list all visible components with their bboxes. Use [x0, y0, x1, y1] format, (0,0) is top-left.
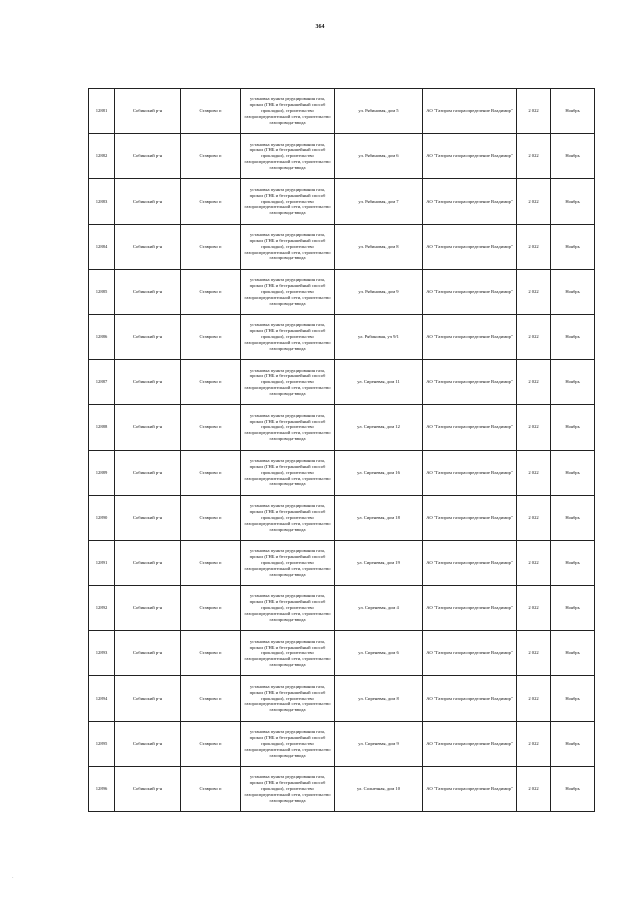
- district-cell: Собинский р-н: [115, 631, 181, 676]
- settlement-cell: Ставрово п: [181, 450, 241, 495]
- scan-mark: ·: [12, 876, 14, 881]
- settlement-cell: Ставрово п: [181, 134, 241, 179]
- address-cell: ул. Рябиновая, дом 9: [335, 269, 423, 314]
- table-row: [89, 450, 595, 495]
- row-number: 12894: [89, 676, 115, 721]
- month-cell: Ноябрь: [551, 540, 595, 585]
- row-number: 12890: [89, 495, 115, 540]
- district-cell: Собинский р-н: [115, 269, 181, 314]
- work-description-cell: установка пункта редуцирования газа, прокол (ГНБ и бестраншейный способ прокладки), строительство газораспределительной сети, строительство газопровода-ввода: [241, 586, 335, 631]
- month-cell: Ноябрь: [551, 360, 595, 405]
- row-number: 12884: [89, 224, 115, 269]
- organization-cell: АО "Газпром газораспределение Владимир": [423, 360, 517, 405]
- district-cell: Собинский р-н: [115, 676, 181, 721]
- month-cell: Ноябрь: [551, 269, 595, 314]
- settlement-cell: Ставрово п: [181, 314, 241, 359]
- district-cell: Собинский р-н: [115, 179, 181, 224]
- address-cell: ул. Сиреневая, дом 19: [335, 540, 423, 585]
- year-cell: 2 022: [517, 179, 551, 224]
- work-description-cell: установка пункта редуцирования газа, прокол (ГНБ и бестраншейный способ прокладки), строительство газораспределительной сети, строительство газопровода-ввода: [241, 631, 335, 676]
- settlement-cell: Ставрово п: [181, 89, 241, 134]
- district-cell: Собинский р-н: [115, 89, 181, 134]
- organization-cell: АО "Газпром газораспределение Владимир": [423, 540, 517, 585]
- table-row: [89, 540, 595, 585]
- month-cell: Ноябрь: [551, 314, 595, 359]
- district-cell: Собинский р-н: [115, 360, 181, 405]
- table-row: [89, 586, 595, 631]
- year-cell: 2 022: [517, 540, 551, 585]
- row-number: 12887: [89, 360, 115, 405]
- work-description-cell: установка пункта редуцирования газа, прокол (ГНБ и бестраншейный способ прокладки), строительство газораспределительной сети, строительство газопровода-ввода: [241, 314, 335, 359]
- district-cell: Собинский р-н: [115, 450, 181, 495]
- table-row: [89, 269, 595, 314]
- year-cell: 2 022: [517, 450, 551, 495]
- address-cell: ул. Сиреневая, дом 6: [335, 631, 423, 676]
- work-description-cell: установка пункта редуцирования газа, прокол (ГНБ и бестраншейный способ прокладки), строительство газораспределительной сети, строительство газопровода-ввода: [241, 224, 335, 269]
- organization-cell: АО "Газпром газораспределение Владимир": [423, 269, 517, 314]
- table-row: [89, 360, 595, 405]
- work-description-cell: установка пункта редуцирования газа, прокол (ГНБ и бестраншейный способ прокладки), строительство газораспределительной сети, строительство газопровода-ввода: [241, 540, 335, 585]
- settlement-cell: Ставрово п: [181, 360, 241, 405]
- year-cell: 2 022: [517, 224, 551, 269]
- table-row: [89, 179, 595, 224]
- table-row: [89, 495, 595, 540]
- organization-cell: АО "Газпром газораспределение Владимир": [423, 676, 517, 721]
- month-cell: Ноябрь: [551, 179, 595, 224]
- work-description-cell: установка пункта редуцирования газа, прокол (ГНБ и бестраншейный способ прокладки), строительство газораспределительной сети, строительство газопровода-ввода: [241, 179, 335, 224]
- organization-cell: АО "Газпром газораспределение Владимир": [423, 224, 517, 269]
- organization-cell: АО "Газпром газораспределение Владимир": [423, 721, 517, 766]
- address-cell: ул. Рябиновая, дом 7: [335, 179, 423, 224]
- page-number: 364: [315, 24, 325, 30]
- district-cell: Собинский р-н: [115, 495, 181, 540]
- year-cell: 2 022: [517, 586, 551, 631]
- district-cell: Собинский р-н: [115, 721, 181, 766]
- organization-cell: АО "Газпром газораспределение Владимир": [423, 405, 517, 450]
- table-row: [89, 89, 595, 134]
- settlement-cell: Ставрово п: [181, 224, 241, 269]
- table-row: [89, 314, 595, 359]
- address-cell: ул. Сиреневая, дом 9: [335, 721, 423, 766]
- year-cell: 2 022: [517, 676, 551, 721]
- row-number: 12885: [89, 269, 115, 314]
- organization-cell: АО "Газпром газораспределение Владимир": [423, 134, 517, 179]
- table-row: [89, 721, 595, 766]
- row-number: 12892: [89, 586, 115, 631]
- settlement-cell: Ставрово п: [181, 586, 241, 631]
- year-cell: 2 022: [517, 89, 551, 134]
- row-number: 12893: [89, 631, 115, 676]
- address-cell: ул. Рябиновая, дом 5: [335, 89, 423, 134]
- district-cell: Собинский р-н: [115, 134, 181, 179]
- address-cell: ул. Рябиновая, дом 6: [335, 134, 423, 179]
- work-description-cell: установка пункта редуцирования газа, прокол (ГНБ и бестраншейный способ прокладки), строительство газораспределительной сети, строительство газопровода-ввода: [241, 721, 335, 766]
- row-number: 12881: [89, 89, 115, 134]
- district-cell: Собинский р-н: [115, 586, 181, 631]
- row-number: 12888: [89, 405, 115, 450]
- address-cell: ул. Солнечная, дом 10: [335, 766, 423, 811]
- month-cell: Ноябрь: [551, 89, 595, 134]
- work-description-cell: установка пункта редуцирования газа, прокол (ГНБ и бестраншейный способ прокладки), строительство газораспределительной сети, строительство газопровода-ввода: [241, 676, 335, 721]
- work-description-cell: установка пункта редуцирования газа, прокол (ГНБ и бестраншейный способ прокладки), строительство газораспределительной сети, строительство газопровода-ввода: [241, 360, 335, 405]
- organization-cell: АО "Газпром газораспределение Владимир": [423, 766, 517, 811]
- address-cell: ул. Сиреневая, дом 4: [335, 586, 423, 631]
- work-description-cell: установка пункта редуцирования газа, прокол (ГНБ и бестраншейный способ прокладки), строительство газораспределительной сети, строительство газопровода-ввода: [241, 450, 335, 495]
- organization-cell: АО "Газпром газораспределение Владимир": [423, 586, 517, 631]
- work-description-cell: установка пункта редуцирования газа, прокол (ГНБ и бестраншейный способ прокладки), строительство газораспределительной сети, строительство газопровода-ввода: [241, 269, 335, 314]
- district-cell: Собинский р-н: [115, 224, 181, 269]
- table-body: [89, 89, 595, 812]
- settlement-cell: Ставрово п: [181, 766, 241, 811]
- address-cell: ул. Рябиновая, уч 9/1: [335, 314, 423, 359]
- work-description-cell: установка пункта редуцирования газа, прокол (ГНБ и бестраншейный способ прокладки), строительство газораспределительной сети, строительство газопровода-ввода: [241, 134, 335, 179]
- organization-cell: АО "Газпром газораспределение Владимир": [423, 89, 517, 134]
- row-number: 12896: [89, 766, 115, 811]
- address-cell: ул. Сиреневая, дом 8: [335, 676, 423, 721]
- year-cell: 2 022: [517, 766, 551, 811]
- month-cell: Ноябрь: [551, 721, 595, 766]
- settlement-cell: Ставрово п: [181, 405, 241, 450]
- table-row: [89, 676, 595, 721]
- row-number: 12891: [89, 540, 115, 585]
- settlement-cell: Ставрово п: [181, 676, 241, 721]
- settlement-cell: Ставрово п: [181, 721, 241, 766]
- settlement-cell: Ставрово п: [181, 631, 241, 676]
- row-number: 12889: [89, 450, 115, 495]
- month-cell: Ноябрь: [551, 495, 595, 540]
- work-description-cell: установка пункта редуцирования газа, прокол (ГНБ и бестраншейный способ прокладки), строительство газораспределительной сети, строительство газопровода-ввода: [241, 405, 335, 450]
- district-cell: Собинский р-н: [115, 314, 181, 359]
- table-row: [89, 405, 595, 450]
- address-cell: ул. Рябиновая, дом 8: [335, 224, 423, 269]
- district-cell: Собинский р-н: [115, 405, 181, 450]
- month-cell: Ноябрь: [551, 134, 595, 179]
- row-number: 12895: [89, 721, 115, 766]
- row-number: 12883: [89, 179, 115, 224]
- month-cell: Ноябрь: [551, 224, 595, 269]
- year-cell: 2 022: [517, 134, 551, 179]
- month-cell: Ноябрь: [551, 676, 595, 721]
- year-cell: 2 022: [517, 269, 551, 314]
- organization-cell: АО "Газпром газораспределение Владимир": [423, 314, 517, 359]
- year-cell: 2 022: [517, 631, 551, 676]
- year-cell: 2 022: [517, 314, 551, 359]
- month-cell: Ноябрь: [551, 450, 595, 495]
- year-cell: 2 022: [517, 721, 551, 766]
- organization-cell: АО "Газпром газораспределение Владимир": [423, 495, 517, 540]
- month-cell: Ноябрь: [551, 586, 595, 631]
- address-cell: ул. Сиреневая, дом 12: [335, 405, 423, 450]
- settlement-cell: Ставрово п: [181, 179, 241, 224]
- year-cell: 2 022: [517, 405, 551, 450]
- organization-cell: АО "Газпром газораспределение Владимир": [423, 179, 517, 224]
- month-cell: Ноябрь: [551, 631, 595, 676]
- table-row: [89, 224, 595, 269]
- address-cell: ул. Сиреневая, дом 18: [335, 495, 423, 540]
- settlement-cell: Ставрово п: [181, 540, 241, 585]
- settlement-cell: Ставрово п: [181, 269, 241, 314]
- work-description-cell: установка пункта редуцирования газа, прокол (ГНБ и бестраншейный способ прокладки), строительство газораспределительной сети, строительство газопровода-ввода: [241, 766, 335, 811]
- address-cell: ул. Сиреневая, дом 11: [335, 360, 423, 405]
- row-number: 12886: [89, 314, 115, 359]
- district-cell: Собинский р-н: [115, 766, 181, 811]
- district-cell: Собинский р-н: [115, 540, 181, 585]
- address-cell: ул. Сиреневая, дом 16: [335, 450, 423, 495]
- organization-cell: АО "Газпром газораспределение Владимир": [423, 450, 517, 495]
- gasification-table: [88, 88, 595, 812]
- month-cell: Ноябрь: [551, 405, 595, 450]
- row-number: 12882: [89, 134, 115, 179]
- settlement-cell: Ставрово п: [181, 495, 241, 540]
- work-description-cell: установка пункта редуцирования газа, прокол (ГНБ и бестраншейный способ прокладки), строительство газораспределительной сети, строительство газопровода-ввода: [241, 89, 335, 134]
- table-row: [89, 766, 595, 811]
- table-row: [89, 134, 595, 179]
- year-cell: 2 022: [517, 495, 551, 540]
- year-cell: 2 022: [517, 360, 551, 405]
- table-row: [89, 631, 595, 676]
- organization-cell: АО "Газпром газораспределение Владимир": [423, 631, 517, 676]
- work-description-cell: установка пункта редуцирования газа, прокол (ГНБ и бестраншейный способ прокладки), строительство газораспределительной сети, строительство газопровода-ввода: [241, 495, 335, 540]
- month-cell: Ноябрь: [551, 766, 595, 811]
